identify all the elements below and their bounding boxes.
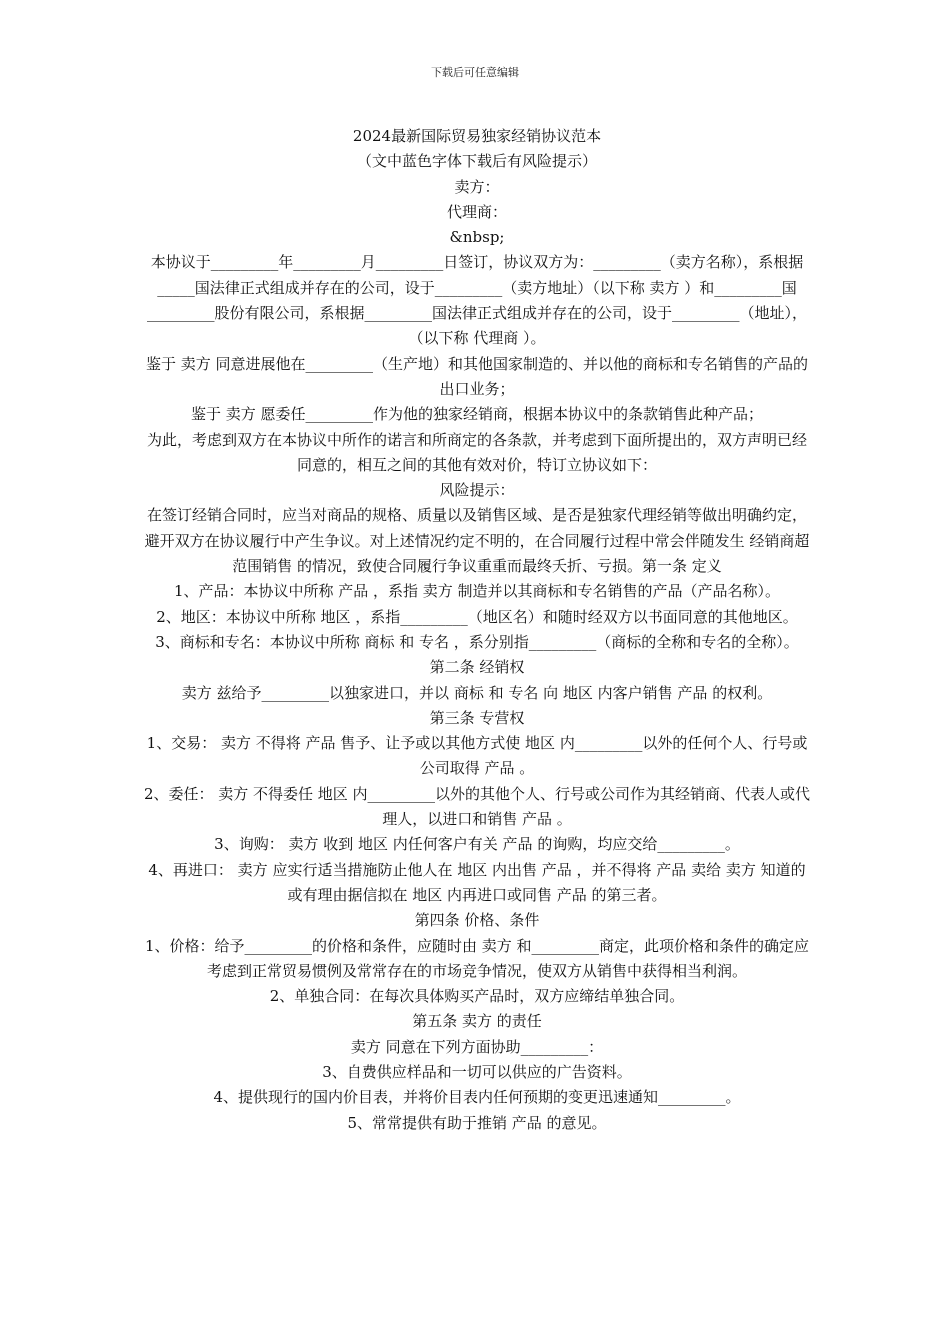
risk-heading: 风险提示： [439,481,515,500]
article-5-item-5: 5、常常提供有助于推销 产品 的意见。 [347,1113,607,1132]
document-subtitle: （文中蓝色字体下载后有风险提示） [356,152,597,171]
article-5-item-3: 3、自费供应样品和一切可以供应的广告资料。 [322,1062,632,1081]
article-4-item-1: 1、价格：给予_________的价格和条件，应随时由 卖方 和_________商定，此项价格和条件的确定应考虑到正常贸易惯例及常常存在的市场竞争情况，使双方从销售中获得相当利润。 [144,936,810,980]
header-note: 下载后可任意编辑 [431,66,519,79]
clause-1-trademark: 3、商标和专名：本协议中所称 商标 和 专名 ，系分别指_________（商标的全称和专名的全称）。 [155,632,799,651]
article-3-item-4: 4、再进口： 卖方 应实行适当措施防止他人在 地区 内出售 产品 ，并不得将 产品 卖给 卖方 知道的或有理由据信拟在 地区 内再进口或同售 产品 的第三者。 [148,860,806,904]
nbsp-line: &nbsp; [449,228,505,247]
risk-paragraph: 在签订经销合同时，应当对商品的规格、质量以及销售区域、是否是独家代理经销等做出明确约定，避开双方在协议履行中产生争议。对上述情况约定不明的，在合同履行过程中常会伴随发生 经销商超范围销售 的情况，致使合同履行争议重重而最终夭折、亏损。第一条 定义 [144,506,810,576]
clause-1-territory: 2、地区：本协议中所称 地区 ，系指_________（地区名）和随时经双方以书面同意的其他地区。 [156,607,798,626]
consideration-paragraph: 为此，考虑到双方在本协议中所作的诺言和所商定的各条款，并考虑到下面所提出的，双方声明已经同意的，相互之间的其他有效对价，特订立协议如下： [146,430,807,474]
seller-line: 卖方： [454,177,500,196]
article-3-item-1: 1、交易： 卖方 不得将 产品 售予、让予或以其他方式使 地区 内_________以外的任何个人、行号或公司取得 产品 。 [146,734,808,778]
article-2-text: 卖方 兹给予_________以独家进口，并以 商标 和 专名 向 地区 内客户销售 产品 的权利。 [181,683,773,702]
article-2-heading: 第二条 经销权 [429,658,525,677]
document-body [143,124,811,1136]
article-5-item-4: 4、提供现行的国内价目表，并将价目表内任何预期的变更迅速通知_________。 [213,1088,741,1107]
article-4-item-2: 2、单独合同：在每次具体购买产品时，双方应缔结单独合同。 [269,987,685,1006]
article-4-heading: 第四条 价格、条件 [414,911,540,930]
agent-line: 代理商： [446,202,507,221]
article-3-item-2: 2、委任： 卖方 不得委任 地区 内_________以外的其他个人、行号或公司作为其经销商、代表人或代理人，以进口和销售 产品 。 [143,784,811,829]
article-3-heading: 第三条 专营权 [429,708,525,727]
article-5-heading: 第五条 卖方 的责任 [412,1012,542,1031]
whereas-appoint-paragraph: 鉴于 卖方 愿委任_________作为他的独家经销商，根据本协议中的条款销售此种产品； [190,405,764,424]
article-5-intro: 卖方 同意在下列方面协助_________： [350,1037,604,1056]
clause-1-product: 1、产品：本协议中所称 产品 ，系指 卖方 制造并以其商标和专名销售的产品（产品名称）。 [173,582,781,601]
whereas-export-paragraph: 鉴于 卖方 同意进展他在_________（生产地）和其他国家制造的、并以他的商标和专名销售的产品的出口业务； [145,354,809,398]
article-3-item-3: 3、询购： 卖方 收到 地区 内任何客户有关 产品 的询购，均应交给_________。 [214,835,740,854]
document-title: 2024最新国际贸易独家经销协议范本 [352,127,602,145]
agreement-parties-paragraph: 本协议于_________年_________月_________日签订，协议双方为：_________（卖方名称），系根据_____国法律正式组成并存在的公司，设于_________（卖方地址）（以下称 卖方 ）和_________国_________股份有限公司，系根据_________国法律正式组成并存在的公司，设于_________（地址），（以下称 代理商 ）。 [146,253,807,348]
